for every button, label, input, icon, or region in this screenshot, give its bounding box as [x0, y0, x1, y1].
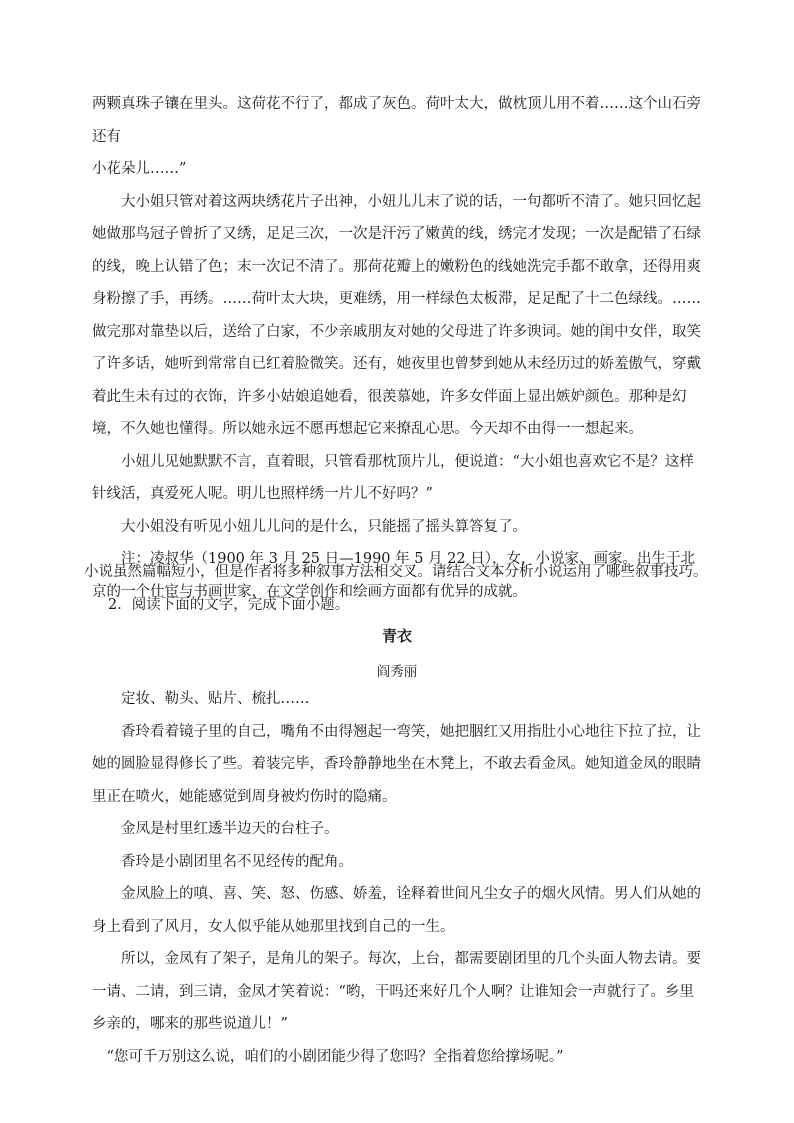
story-paragraph-4: 香玲是小剧团里名不见经传的配角。 [121, 853, 353, 870]
question-2-heading: 2．阅读下面的文字，完成下面小题。 [108, 596, 350, 613]
continuation-line-1: 两颗真珠子镶在里头。这荷花不行了，都成了灰色。荷叶太大，做枕顶儿用不着……这个山石旁还有 [92, 96, 701, 145]
paragraph-girl-speaks: 小妞儿见她默默不言，直着眼，只管看那枕顶片儿，便说道：“大小姐也喜欢它不是？这样针线活，真爱死人呢。明儿也照样绣一片儿不好吗？” [92, 453, 694, 502]
story-author: 阎秀丽 [376, 664, 418, 680]
story-paragraph-2: 香玲看着镜子里的自己，嘴角不由得翘起一弯笑，她把胭红又用指肚小心地往下拉了拉，让她的圆脸显得修长了些。着装完毕，香玲静静地坐在木凳上，不敢去看金凤。她知道金凤的眼睛里正在喷火，她能感觉到周身被灼伤时的隐痛。 [92, 723, 701, 805]
story-title: 青衣 [381, 627, 412, 645]
story-paragraph-5: 金凤脸上的嗔、喜、笑、怒、伤感、娇羞，诠释着世间凡尘女子的烟火风情。男人们从她的身上看到了风月，女人似乎能从她那里找到自己的一生。 [92, 886, 701, 935]
question-1 [84, 556, 724, 621]
story-paragraph-1: 定妆、勒头、贴片、梳扎…… [121, 691, 310, 707]
paragraph-memory: 大小姐只管对着这两块绣花片子出神，小妞儿儿末了说的话，一句都听不清了。她只回忆起她做那鸟冠子曾折了又绣，足足三次，一次是汗污了嫩黄的线，绣完才发现；一次是配错了石绿的线，晚上认错了色；末一次记不清了。那荷花瓣上的嫩粉色的线她洗完手都不敢拿，还得用爽身粉擦了手，再绣。……荷叶太大块，更难绣，用一样绿色太板滞，足足配了十二色绿线。……做完那对靠垫以后，送给了白家，不少亲戚朋友对她的父母进了许多谀词。她的闺中女伴，取笑了许多话，她听到常常自已红着脸微笑。还有，她夜里也曾梦到她从未经历过的娇羞傲气，穿戴着此生未有过的衣饰，许多小姑娘追她看，很羡慕她，许多女伴面上显出嫉妒颜色。那种是幻境，不久她也懂得。所以她永远不愿再想起它来撩乱心思。今天却不由得一一想起来。 [92, 193, 701, 437]
author-note: 注：凌叔华（1900 年 3 月 25 日—1990 年 5 月 22 日），女，小说家、画家。出生于北京的一个仕宦与书画世家，在文学创作和绘画方面都有优异的成就。 [92, 551, 695, 600]
paragraph-answer: 大小姐没有听见小妞儿儿问的是什么，只能摇了摇头算答复了。 [121, 518, 527, 535]
story-paragraph-3: 金凤是村里红透半边天的台柱子。 [121, 821, 339, 837]
passage2-body [92, 683, 707, 1073]
continuation-line-2: 小花朵儿……” [92, 161, 187, 177]
question-1-text: 小说虽然篇幅短小，但是作者将多种叙事方法相交叉。请结合文本分析小说运用了哪些叙事技巧。 [84, 564, 708, 580]
passage1-top [92, 88, 707, 608]
story-paragraph-7: “您可千万别这么说，咱们的小剧团能少得了您吗？全指着您给撑场呢。” [106, 1048, 564, 1065]
story-paragraph-6: 所以，金凤有了架子，是角儿的架子。每次，上台，都需要剧团里的几个头面人物去请。要一请、二请，到三请，金凤才笑着说：“哟，干吗还来好几个人啊？让谁知会一声就行了。乡里乡亲的，哪来的那些说道儿！” [92, 951, 701, 1032]
